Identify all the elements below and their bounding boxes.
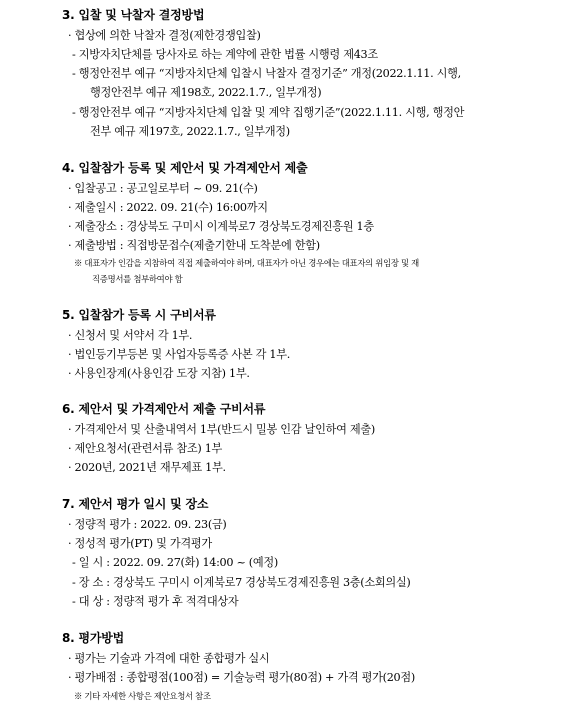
bullet-item: · 입찰공고 : 공고일로부터 ~ 09. 21(수) <box>68 182 258 195</box>
dash-item: - 행정안전부 예규 “지방자치단체 입찰 및 계약 집행기준”(2022.1.11. 시행, 행정안 <box>72 106 465 119</box>
bullet-item: · 정성적 평가(PT) 및 가격평가 <box>68 537 212 550</box>
bullet-item: · 제출방법 : 직접방문접수(제출기한내 도착분에 한함) <box>68 239 320 252</box>
bullet-item: · 제안요청서(관련서류 참조) 1부 <box>68 442 223 455</box>
section-heading: 3. 입찰 및 낙찰자 결정방법 <box>62 8 205 22</box>
bullet-item: · 신청서 및 서약서 각 1부. <box>68 329 193 342</box>
note-text: ※ 기타 자세한 사항은 제안요청서 참조 <box>74 691 211 701</box>
section-heading: 6. 제안서 및 가격제안서 제출 구비서류 <box>62 402 266 416</box>
bullet-item: · 협상에 의한 낙찰자 결정(제한경쟁입찰) <box>68 29 261 42</box>
dash-item: - 대 상 : 정량적 평가 후 적격대상자 <box>72 595 239 608</box>
dash-item: - 장 소 : 경상북도 구미시 이계북로7 경상북도경제진흥원 3층(소회의실) <box>72 576 411 589</box>
section-heading: 8. 평가방법 <box>62 631 125 645</box>
section-heading: 7. 제안서 평가 일시 및 장소 <box>62 497 209 511</box>
bullet-item: · 사용인장계(사용인감 도장 지참) 1부. <box>68 367 250 380</box>
note-text-continuation: 직증명서를 첨부하여야 함 <box>92 274 183 284</box>
dash-item: - 지방자치단체를 당사자로 하는 계약에 관한 법률 시행령 제43조 <box>72 48 378 61</box>
note-text: ※ 대표자가 인감을 지참하여 직접 제출하여야 하며, 대표자가 아닌 경우에는 대표자의 위임장 및 재 <box>74 258 419 268</box>
bullet-item: · 제출일시 : 2022. 09. 21(수) 16:00까지 <box>68 201 268 214</box>
bullet-item: · 제출장소 : 경상북도 구미시 이계북로7 경상북도경제진흥원 1층 <box>68 220 374 233</box>
dash-item: - 일 시 : 2022. 09. 27(화) 14:00 ~ (예정) <box>72 556 278 569</box>
bullet-item: · 정량적 평가 : 2022. 09. 23(금) <box>68 518 227 531</box>
dash-item: - 행정안전부 예규 “지방자치단체 입찰시 낙찰자 결정기준” 개정(2022.1.11. 시행, <box>72 67 461 80</box>
dash-item-continuation: 전부 예규 제197호, 2022.1.7., 일부개정) <box>90 125 290 138</box>
dash-item-continuation: 행정안전부 예규 제198호, 2022.1.7., 일부개정) <box>90 86 322 99</box>
bullet-item: · 평가는 기술과 가격에 대한 종합평가 실시 <box>68 652 270 665</box>
section-heading: 5. 입찰참가 등록 시 구비서류 <box>62 308 216 322</box>
section-heading: 4. 입찰참가 등록 및 제안서 및 가격제안서 제출 <box>62 161 308 175</box>
bullet-item: · 2020년, 2021년 재무제표 1부. <box>68 461 226 474</box>
bullet-item: · 가격제안서 및 산출내역서 1부(반드시 밀봉 인감 날인하여 제출) <box>68 423 375 436</box>
bullet-item: · 법인등기부등본 및 사업자등록증 사본 각 1부. <box>68 348 290 361</box>
bullet-item: · 평가배점 : 종합평점(100점) = 기술능력 평가(80점) + 가격 평가(20점) <box>68 671 415 684</box>
